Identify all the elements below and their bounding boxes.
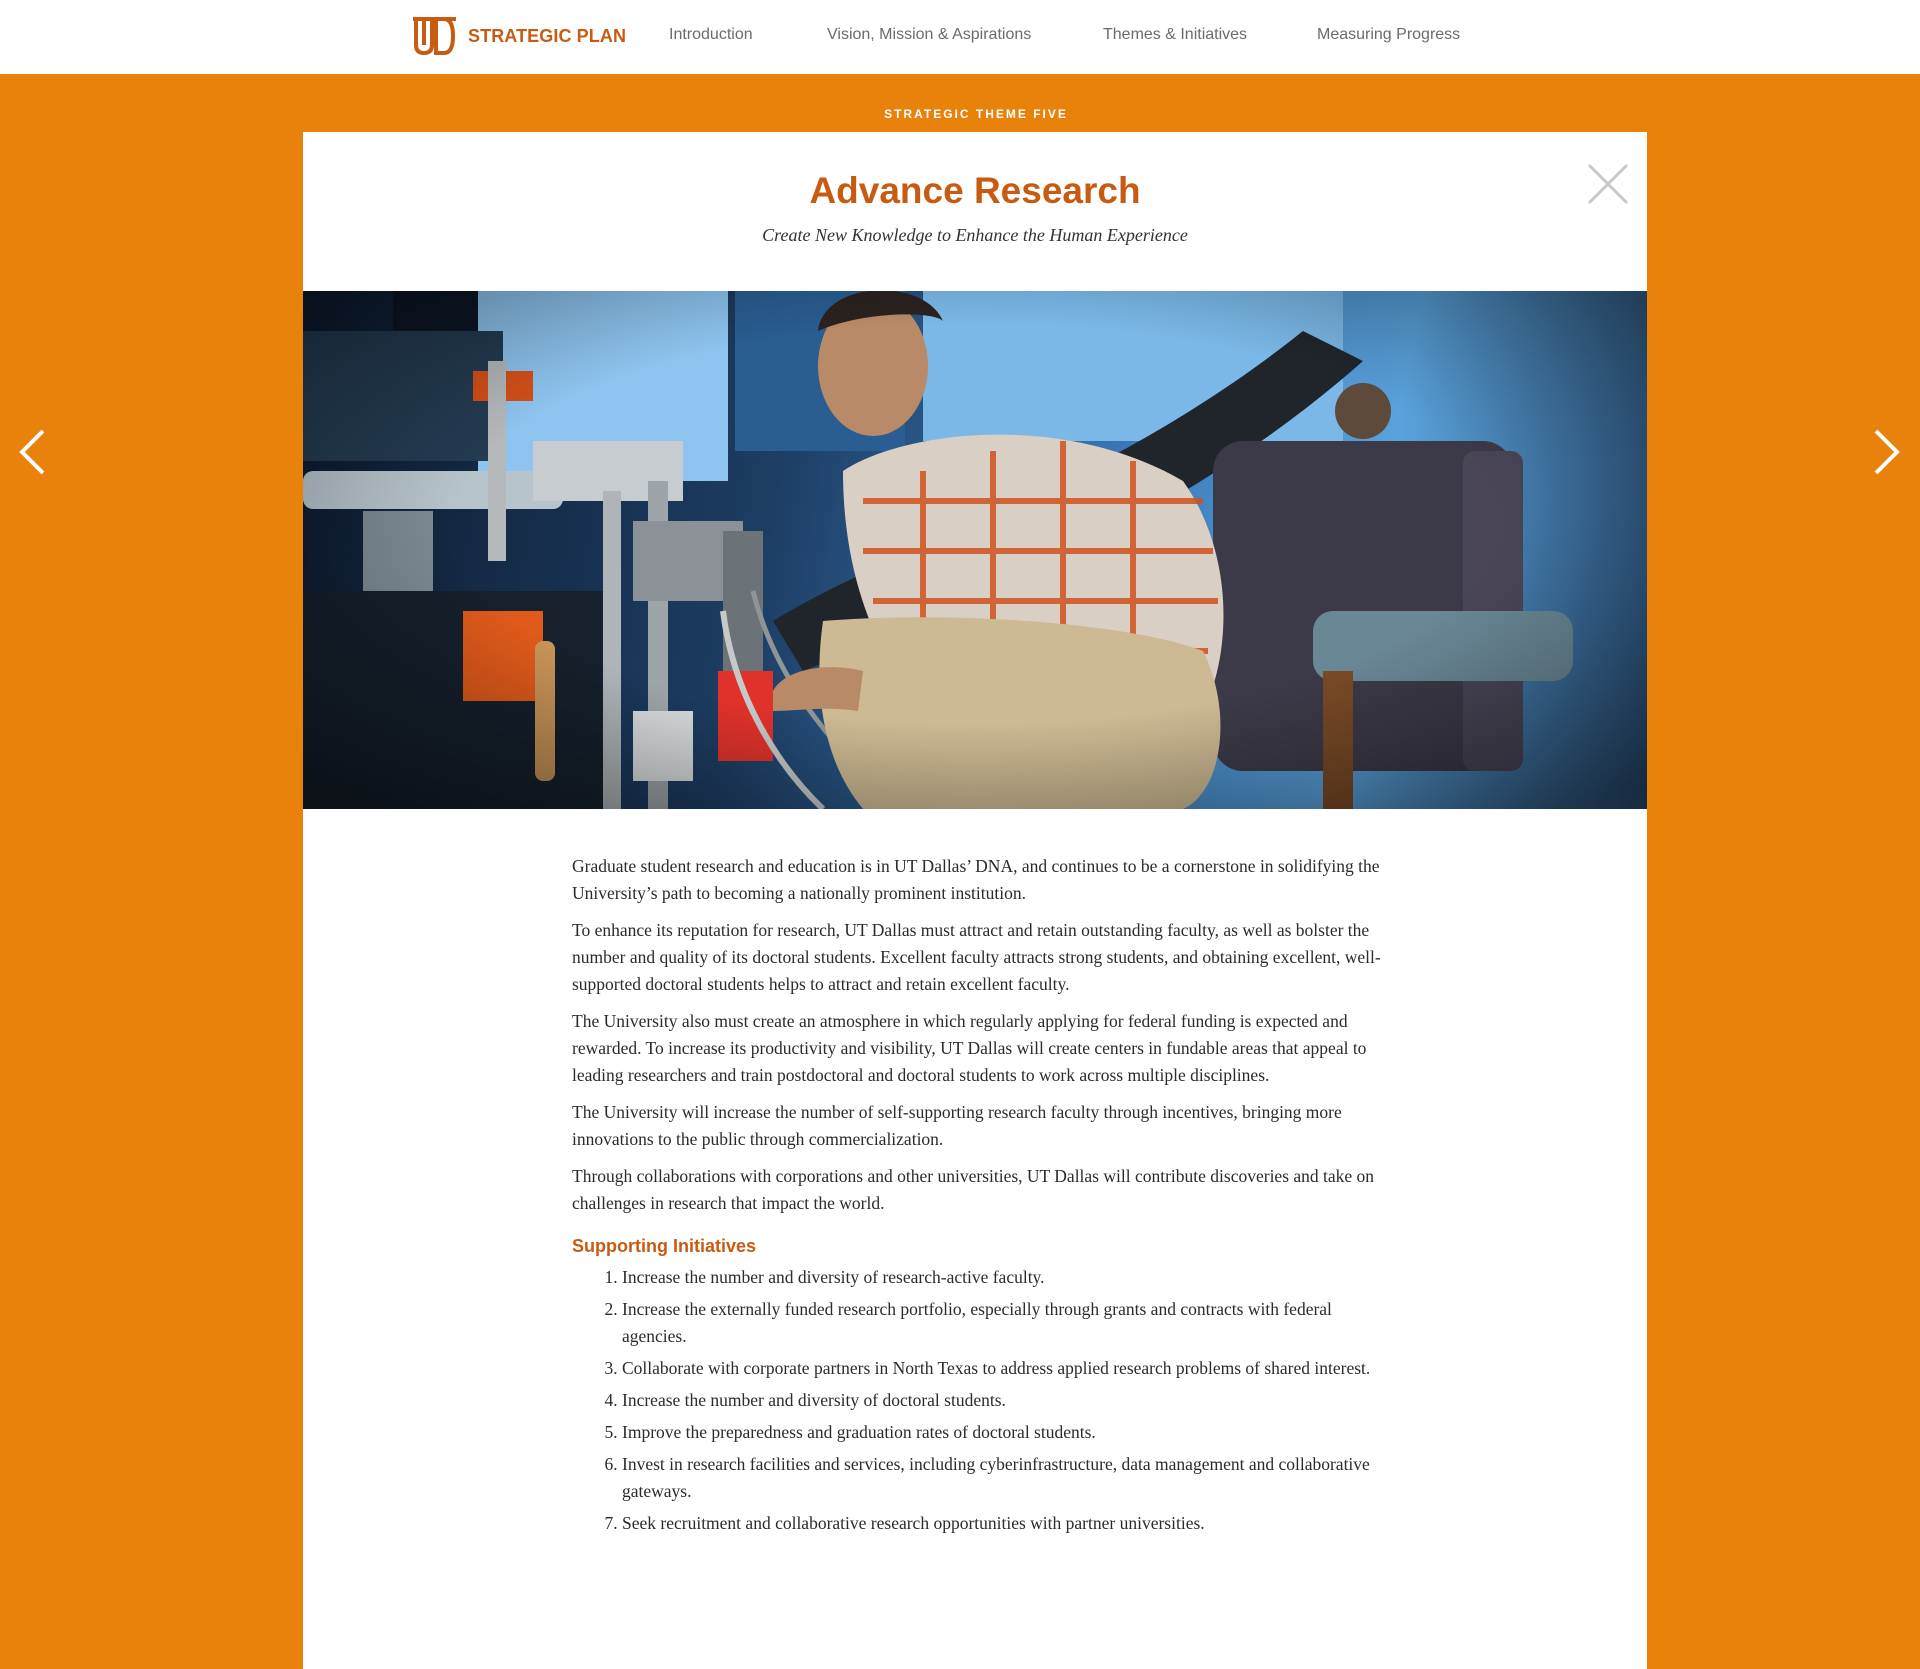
hero-photo-researcher (303, 291, 1647, 809)
body-paragraph: Through collaborations with corporations and other universities, UT Dallas will contribute discoveries and take on challenges in research that impact the world. (572, 1166, 1375, 1213)
body-paragraph: The University will increase the number of self-supporting research faculty through incentives, bringing more innovations to the public through commercialization. (572, 1102, 1342, 1149)
initiatives-heading: Supporting Initiatives (572, 1236, 757, 1256)
top-navigation-bar (0, 0, 1920, 74)
brand-title: STRATEGIC PLAN (468, 25, 627, 46)
previous-theme-button[interactable] (17, 428, 47, 476)
chevron-left-icon (17, 428, 47, 476)
initiative-item: 2. Increase the externally funded research portfolio, especially through grants and contracts with federal agencies. (622, 1296, 1387, 1350)
page-subtitle: Create New Knowledge to Enhance the Human Experience (762, 225, 1188, 245)
chevron-right-icon (1872, 428, 1902, 476)
theme-body (572, 853, 1387, 1542)
body-paragraph: Graduate student research and education is in UT Dallas’ DNA, and continues to be a cornerstone in solidifying the University’s path to becoming a nationally prominent institution. (572, 856, 1380, 903)
initiative-item: 5. Improve the preparedness and graduation rates of doctoral students. (622, 1419, 1387, 1446)
body-paragraph: To enhance its reputation for research, UT Dallas must attract and retain outstanding faculty, as well as bolster the number and quality of its doctoral students. Excellent faculty attracts strong students, and obtaining excellent, well-supported doctoral students helps to attract and retain excellent faculty. (572, 920, 1381, 994)
next-theme-button[interactable] (1872, 428, 1902, 476)
theme-eyebrow: STRATEGIC THEME FIVE (884, 107, 1068, 121)
nav-themes-initiatives[interactable]: Themes & Initiatives (1103, 26, 1248, 43)
hero-photo-illustration (303, 291, 1647, 809)
initiatives-list (622, 1264, 1387, 1537)
initiative-item: 7. Seek recruitment and collaborative research opportunities with partner universities. (622, 1510, 1387, 1537)
initiative-item: 1. Increase the number and diversity of research-active faculty. (622, 1264, 1387, 1291)
theme-panel (303, 132, 1647, 1669)
nav-measuring-progress[interactable]: Measuring Progress (1317, 26, 1461, 43)
initiative-item: 4. Increase the number and diversity of doctoral students. (622, 1387, 1387, 1414)
body-paragraph: The University also must create an atmosphere in which regularly applying for federal funding is expected and rewarded. To increase its productivity and visibility, UT Dallas will create centers in fundable areas that appeal to leading researchers and train postdoctoral and doctoral students to work across multiple disciplines. (572, 1011, 1367, 1085)
nav-introduction[interactable]: Introduction (669, 26, 753, 43)
main-nav (0, 0, 1920, 74)
page-title: Advance Research (809, 170, 1141, 211)
nav-vision-mission-aspirations[interactable]: Vision, Mission & Aspirations (827, 26, 1032, 43)
initiative-item: 6. Invest in research facilities and services, including cyberinfrastructure, data management and collaborative gateways. (622, 1451, 1387, 1505)
initiative-item: 3. Collaborate with corporate partners in North Texas to address applied research problems of shared interest. (622, 1355, 1387, 1382)
